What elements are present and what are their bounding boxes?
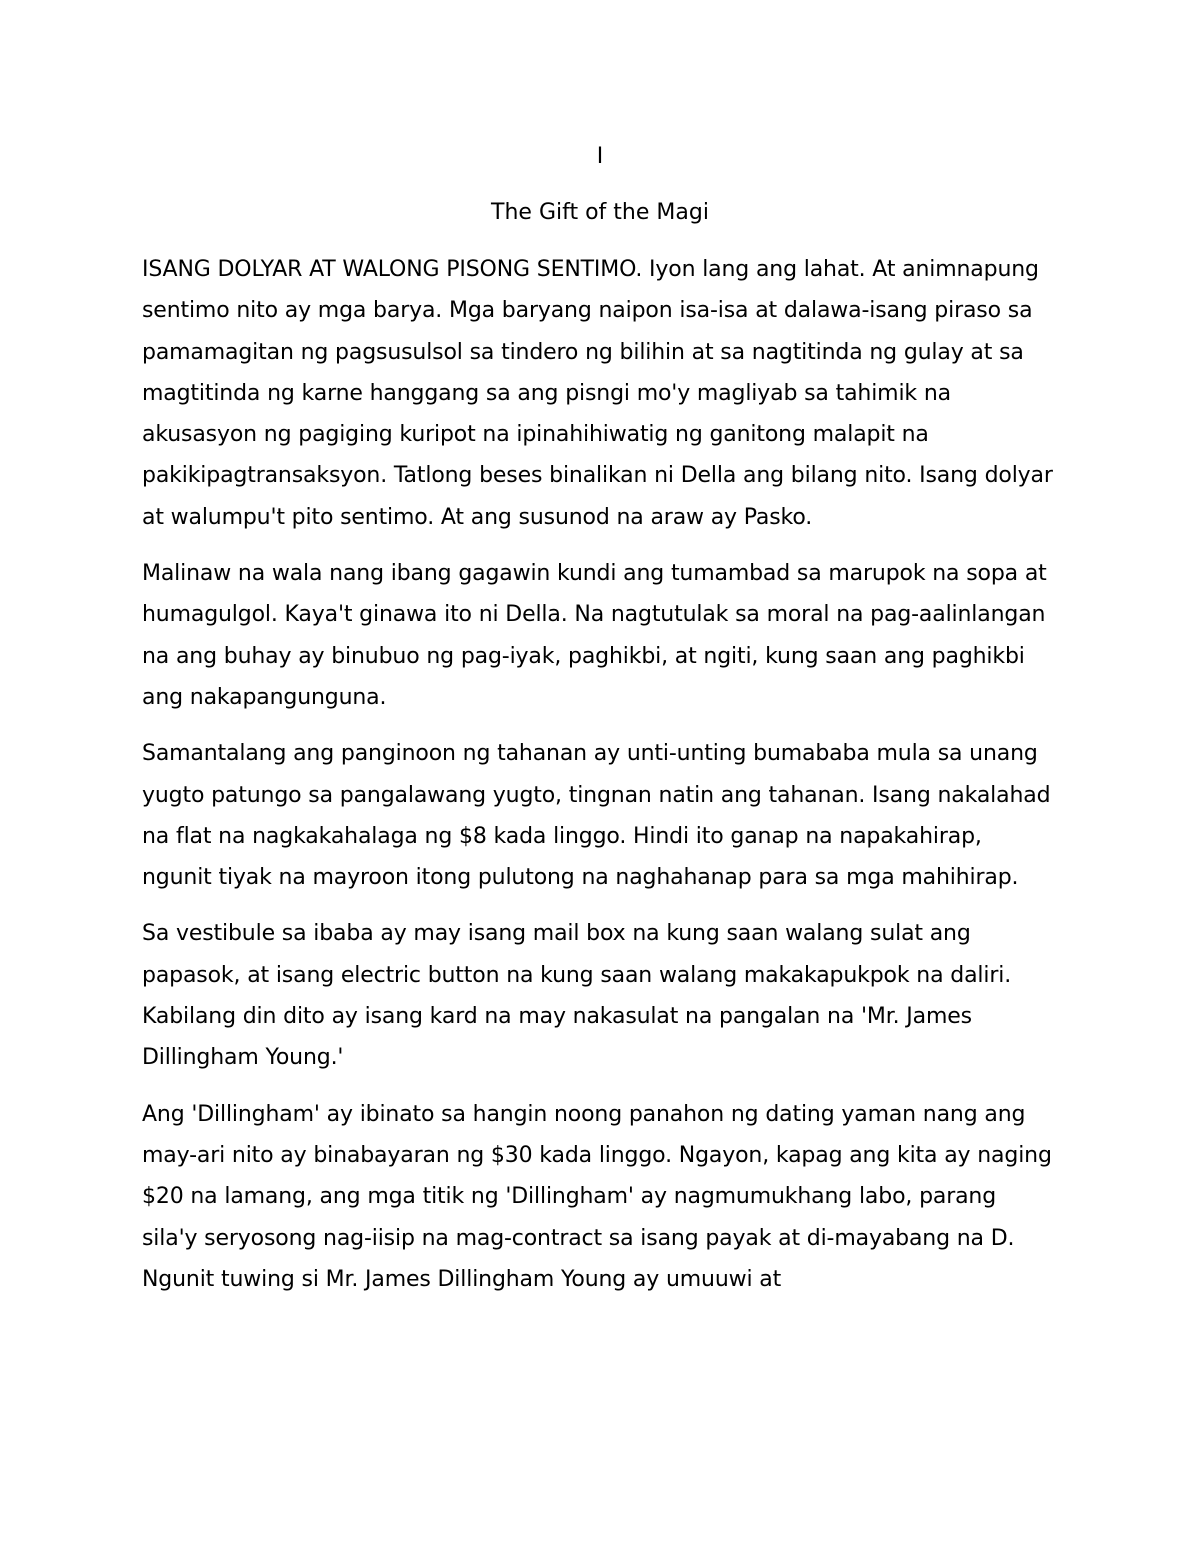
paragraph-3: Samantalang ang panginoon ng tahanan ay unti-unting bumababa mula sa unang yugto patungo sa pangalawang yugto, tingnan natin ang tahanan. Isang nakalahad na flat na nagkakahalaga ng $8 kada linggo. Hindi ito ganap na napakahirap, ngunit tiyak na mayroon itong pulutong na naghahanap para sa mga mahihirap. — [142, 741, 1051, 891]
document-body — [142, 138, 1058, 1315]
paragraph-1: ISANG DOLYAR AT WALONG PISONG SENTIMO. Iyon lang ang lahat. At animnapung sentimo nito ay mga barya. Mga baryang naipon isa-isa at dalawa-isang piraso sa pamamagitan ng pagsusulsol sa tindero ng bilihin at sa nagtitinda ng gulay at sa magtitinda ng karne hanggang sa ang pisngi mo'y magliyab sa tahimik na akusasyon ng pagiging kuripot na ipinahihiwatig ng ganitong malapit na pakikipagtransaksyon. Tatlong beses binalikan ni Della ang bilang nito. Isang dolyar at walumpu't pito sentimo. At ang susunod na araw ay Pasko. — [142, 257, 1053, 530]
paragraph-4: Sa vestibule sa ibaba ay may isang mail box na kung saan walang sulat ang papasok, at isang electric button na kung saan walang makakapukpok na daliri. Kabilang din dito ay isang kard na may nakasulat na pangalan na 'Mr. James Dillingham Young.' — [142, 921, 1012, 1071]
story-title: The Gift of the Magi — [491, 200, 709, 225]
paragraph-5: Ang 'Dillingham' ay ibinato sa hangin noong panahon ng dating yaman nang ang may-ari nito ay binabayaran ng $30 kada linggo. Ngayon, kapag ang kita ay naging $20 na lamang, ang mga titik ng 'Dillingham' ay nagmumukhang labo, parang sila'y seryosong nag-iisip na mag-contract sa isang payak at di-mayabang na D. Ngunit tuwing si Mr. James Dillingham Young ay umuuwi at — [142, 1101, 1052, 1292]
chapter-number: I — [596, 144, 604, 169]
paragraph-2: Malinaw na wala nang ibang gagawin kundi ang tumambad sa marupok na sopa at humagulgol. Kaya't ginawa ito ni Della. Na nagtutulak sa moral na pag-aalinlangan na ang buhay ay binubuo ng pag-iyak, paghikbi, at ngiti, kung saan ang paghikbi ang nakapangunguna. — [142, 561, 1047, 710]
